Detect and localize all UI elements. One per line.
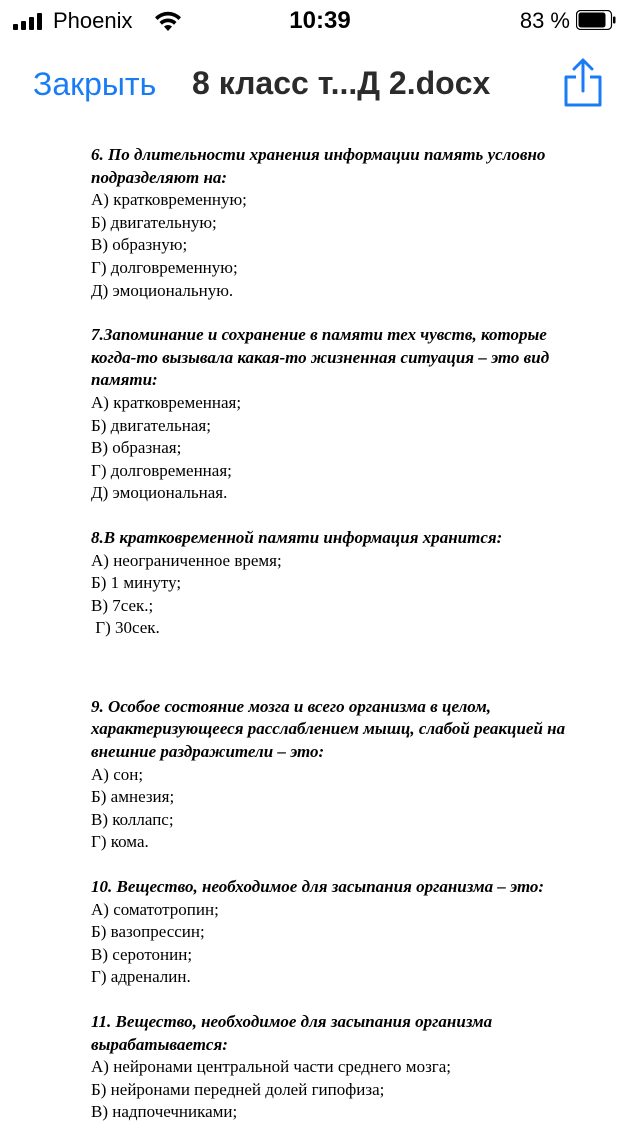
question-title: 11. Вещество, необходимое для засыпания организма вырабатывается:: [91, 1012, 493, 1054]
answer-option: А) соматотропин;: [91, 899, 219, 919]
answer-option: А) кратковременная;: [91, 392, 242, 412]
answer-option: А) нейронами центральной части среднего мозга;: [91, 1057, 452, 1077]
status-bar: [0, 0, 640, 44]
answer-option: В) образная;: [91, 438, 182, 458]
question-6: [91, 144, 591, 302]
answer-option: В) 7сек.;: [91, 595, 154, 615]
answer-option: А) неограниченное время;: [91, 550, 282, 570]
question-8: [91, 527, 591, 640]
document-body: [91, 144, 591, 1146]
question-title: 9. Особое состояние мозга и всего организма в целом, характеризующееся расслаблением мышц, слабой реакцией на внешние раздражители – это:: [91, 696, 566, 762]
battery-percentage: 83 %: [519, 8, 570, 33]
close-button[interactable]: Закрыть: [33, 66, 157, 102]
question-title: 6. По длительности хранения информации память условно подразделяют на:: [91, 145, 546, 187]
spacer: [91, 662, 591, 696]
question-7: [91, 324, 591, 505]
question-title: 7.Запоминание и сохранение в памяти тех чувств, которые когда-то вызывала какая-то жизненная ситуация – это вид памяти:: [91, 325, 550, 390]
answer-option: Б) 1 минуту;: [91, 573, 182, 593]
carrier-name: Phoenix: [53, 8, 133, 33]
share-icon[interactable]: [562, 58, 604, 108]
answer-option: Б) вазопрессин;: [91, 922, 205, 942]
answer-option: Г) адреналин.: [91, 967, 191, 987]
answer-option: Г) 30сек.: [91, 618, 160, 638]
question-9: [91, 696, 591, 854]
answer-option: В) образную;: [91, 235, 188, 255]
battery-icon: [576, 10, 616, 30]
question-title: 10. Вещество, необходимое для засыпания организма – это:: [91, 877, 545, 897]
answer-option: Б) двигательная;: [91, 415, 211, 435]
question-11: [91, 1011, 591, 1124]
answer-option: Г) долговременную;: [91, 257, 238, 277]
answer-option: Б) двигательную;: [91, 212, 217, 232]
answer-option: Б) нейронами передней долей гипофиза;: [91, 1079, 385, 1099]
answer-option: Д) эмоциональную.: [91, 280, 234, 300]
answer-option: А) сон;: [91, 764, 144, 784]
answer-option: В) надпочечниками;: [91, 1102, 238, 1122]
answer-option: Б) амнезия;: [91, 787, 175, 807]
clock-time: 10:39: [289, 7, 351, 34]
question-10: [91, 876, 591, 989]
answer-option: В) серотонин;: [91, 944, 193, 964]
answer-option: Д) эмоциональная.: [91, 483, 228, 503]
answer-option: Г) долговременная;: [91, 460, 232, 480]
question-title: 8.В кратковременной памяти информация хранится:: [91, 527, 503, 547]
answer-option: В) коллапс;: [91, 809, 174, 829]
navigation-bar: [0, 44, 640, 130]
answer-option: А) кратковременную;: [91, 190, 247, 210]
answer-option: Г) кома.: [91, 832, 149, 852]
document-title: 8 класс т...Д 2.docx: [192, 65, 491, 101]
